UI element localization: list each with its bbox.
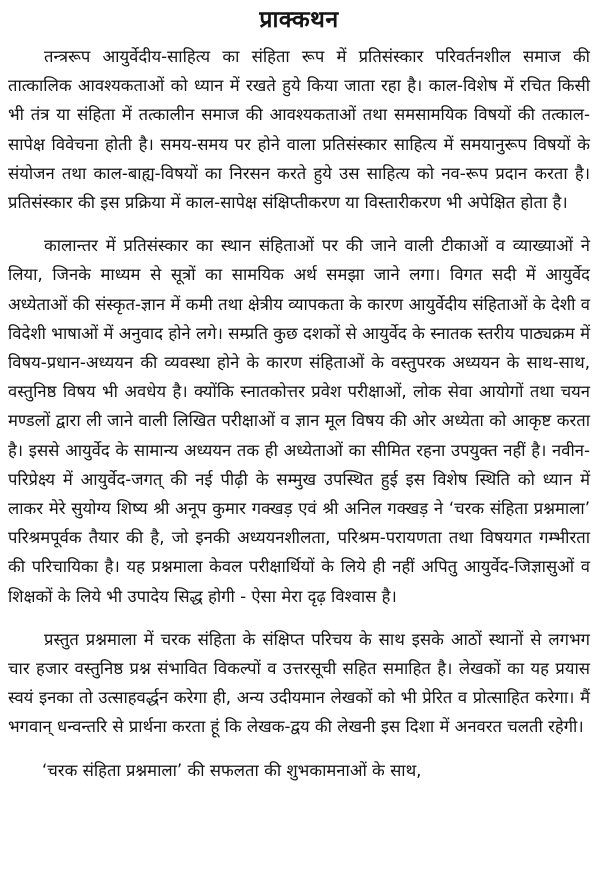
page-title: प्राक्कथन — [259, 7, 339, 33]
paragraph-1: तन्त्ररूप आयुर्वेदीय-साहित्य का संहिता रूप में प्रतिसंस्कार परिवर्तनशील समाज की तात्कालिक आवश्यकताओं को ध्यान में रखते हुये किया जाता रहा है। काल-विशेष में रचित किसी भी तंत्र या संहिता में तत्कालीन समाज की आवश्यकताओं तथा समसामयिक विषयों की तत्काल-सापेक्ष विवेचना होती है। समय-समय पर होने वाला प्रतिसंस्कार साहित्य में समयानुरूप विषयों के संयोजन तथा काल-बाह्य-विषयों का निरसन करते हुये उस साहित्य को नव-रूप प्रदान करता है। प्रतिसंस्कार की इस प्रक्रिया में काल-सापेक्ष संक्षिप्तीकरण या विस्तारीकरण भी अपेक्षित होता है। — [8, 47, 590, 213]
paragraph-2: कालान्तर में प्रतिसंस्कार का स्थान संहिताओं पर की जाने वाली टीकाओं व व्याख्याओं ने लिया, जिनके माध्यम से सूत्रों का सामयिक अर्थ समझा जाने लगा। विगत सदी में आयुर्वेद अध्येताओं की संस्कृत-ज्ञान में कमी तथा क्षेत्रीय व्यापकता के कारण आयुर्वेदीय संहिताओं के देशी व विदेशी भाषाओं में अनुवाद होने लगे। सम्प्रति कुछ दशकों से आयुर्वेद के स्नातक स्तरीय पाठ्यक्रम में विषय-प्रधान-अध्ययन की व्यवस्था होने के कारण संहिताओं के वस्तुपरक अध्ययन के साथ-साथ, वस्तुनिष्ठ विषय भी अवधेय है। क्योंकि स्नातकोत्तर प्रवेश परीक्षाओं, लोक सेवा आयोगों तथा चयन मण्डलों द्वारा ली जाने वाली लिखित परीक्षाओं व ज्ञान मूल विषय की ओर अध्येता को आकृष्ट करता है। इससे आयुर्वेद के सामान्य अध्ययन तक ही अध्येताओं का सीमित रहना उपयुक्त नहीं है। नवीन-परिप्रेक्ष्य में आयुर्वेद-जगत् की नई पीढ़ी के सम्मुख उपस्थित हुई इस विशेष स्थिति को ध्यान में लाकर मेरे सुयोग्य शिष्य श्री अनूप कुमार गक्खड़ एवं श्री अनिल गक्खड़ ने ‘चरक संहिता प्रश्नमाला’ परिश्रमपूर्वक तैयार की है, जो इनकी अध्ययनशीलता, परिश्रम-परायणता तथा विषयगत गम्भीरता की परिचायिका है। यह प्रश्नमाला केवल परीक्षार्थियों के लिये ही नहीं अपितु आयुर्वेद-जिज्ञासुओं व शिक्षकों के लिये भी उपादेय सिद्ध होगी - ऐसा मेरा दृढ़ विश्वास है। — [8, 236, 590, 606]
paragraph-3: प्रस्तुत प्रश्नमाला में चरक संहिता के संक्षिप्त परिचय के साथ इसके आठों स्थानों से लगभग चार हजार वस्तुनिष्ठ प्रश्न संभावित विकल्पों व उत्तरसूची सहित समाहित है। लेखकों का यह प्रयास स्वयं इनका तो उत्साहवर्द्धन करेगा ही, अन्य उदीयमान लेखकों को भी प्रेरित व प्रोत्साहित करेगा। मैं भगवान् धन्वन्तरि से प्रार्थना करता हूं कि लेखक-द्वय की लेखनी इस दिशा में अनवरत चलती रहेगी। — [8, 629, 590, 737]
closing-line: ‘चरक संहिता प्रश्नमाला’ की सफलता की शुभकामनाओं के साथ, — [42, 760, 422, 780]
